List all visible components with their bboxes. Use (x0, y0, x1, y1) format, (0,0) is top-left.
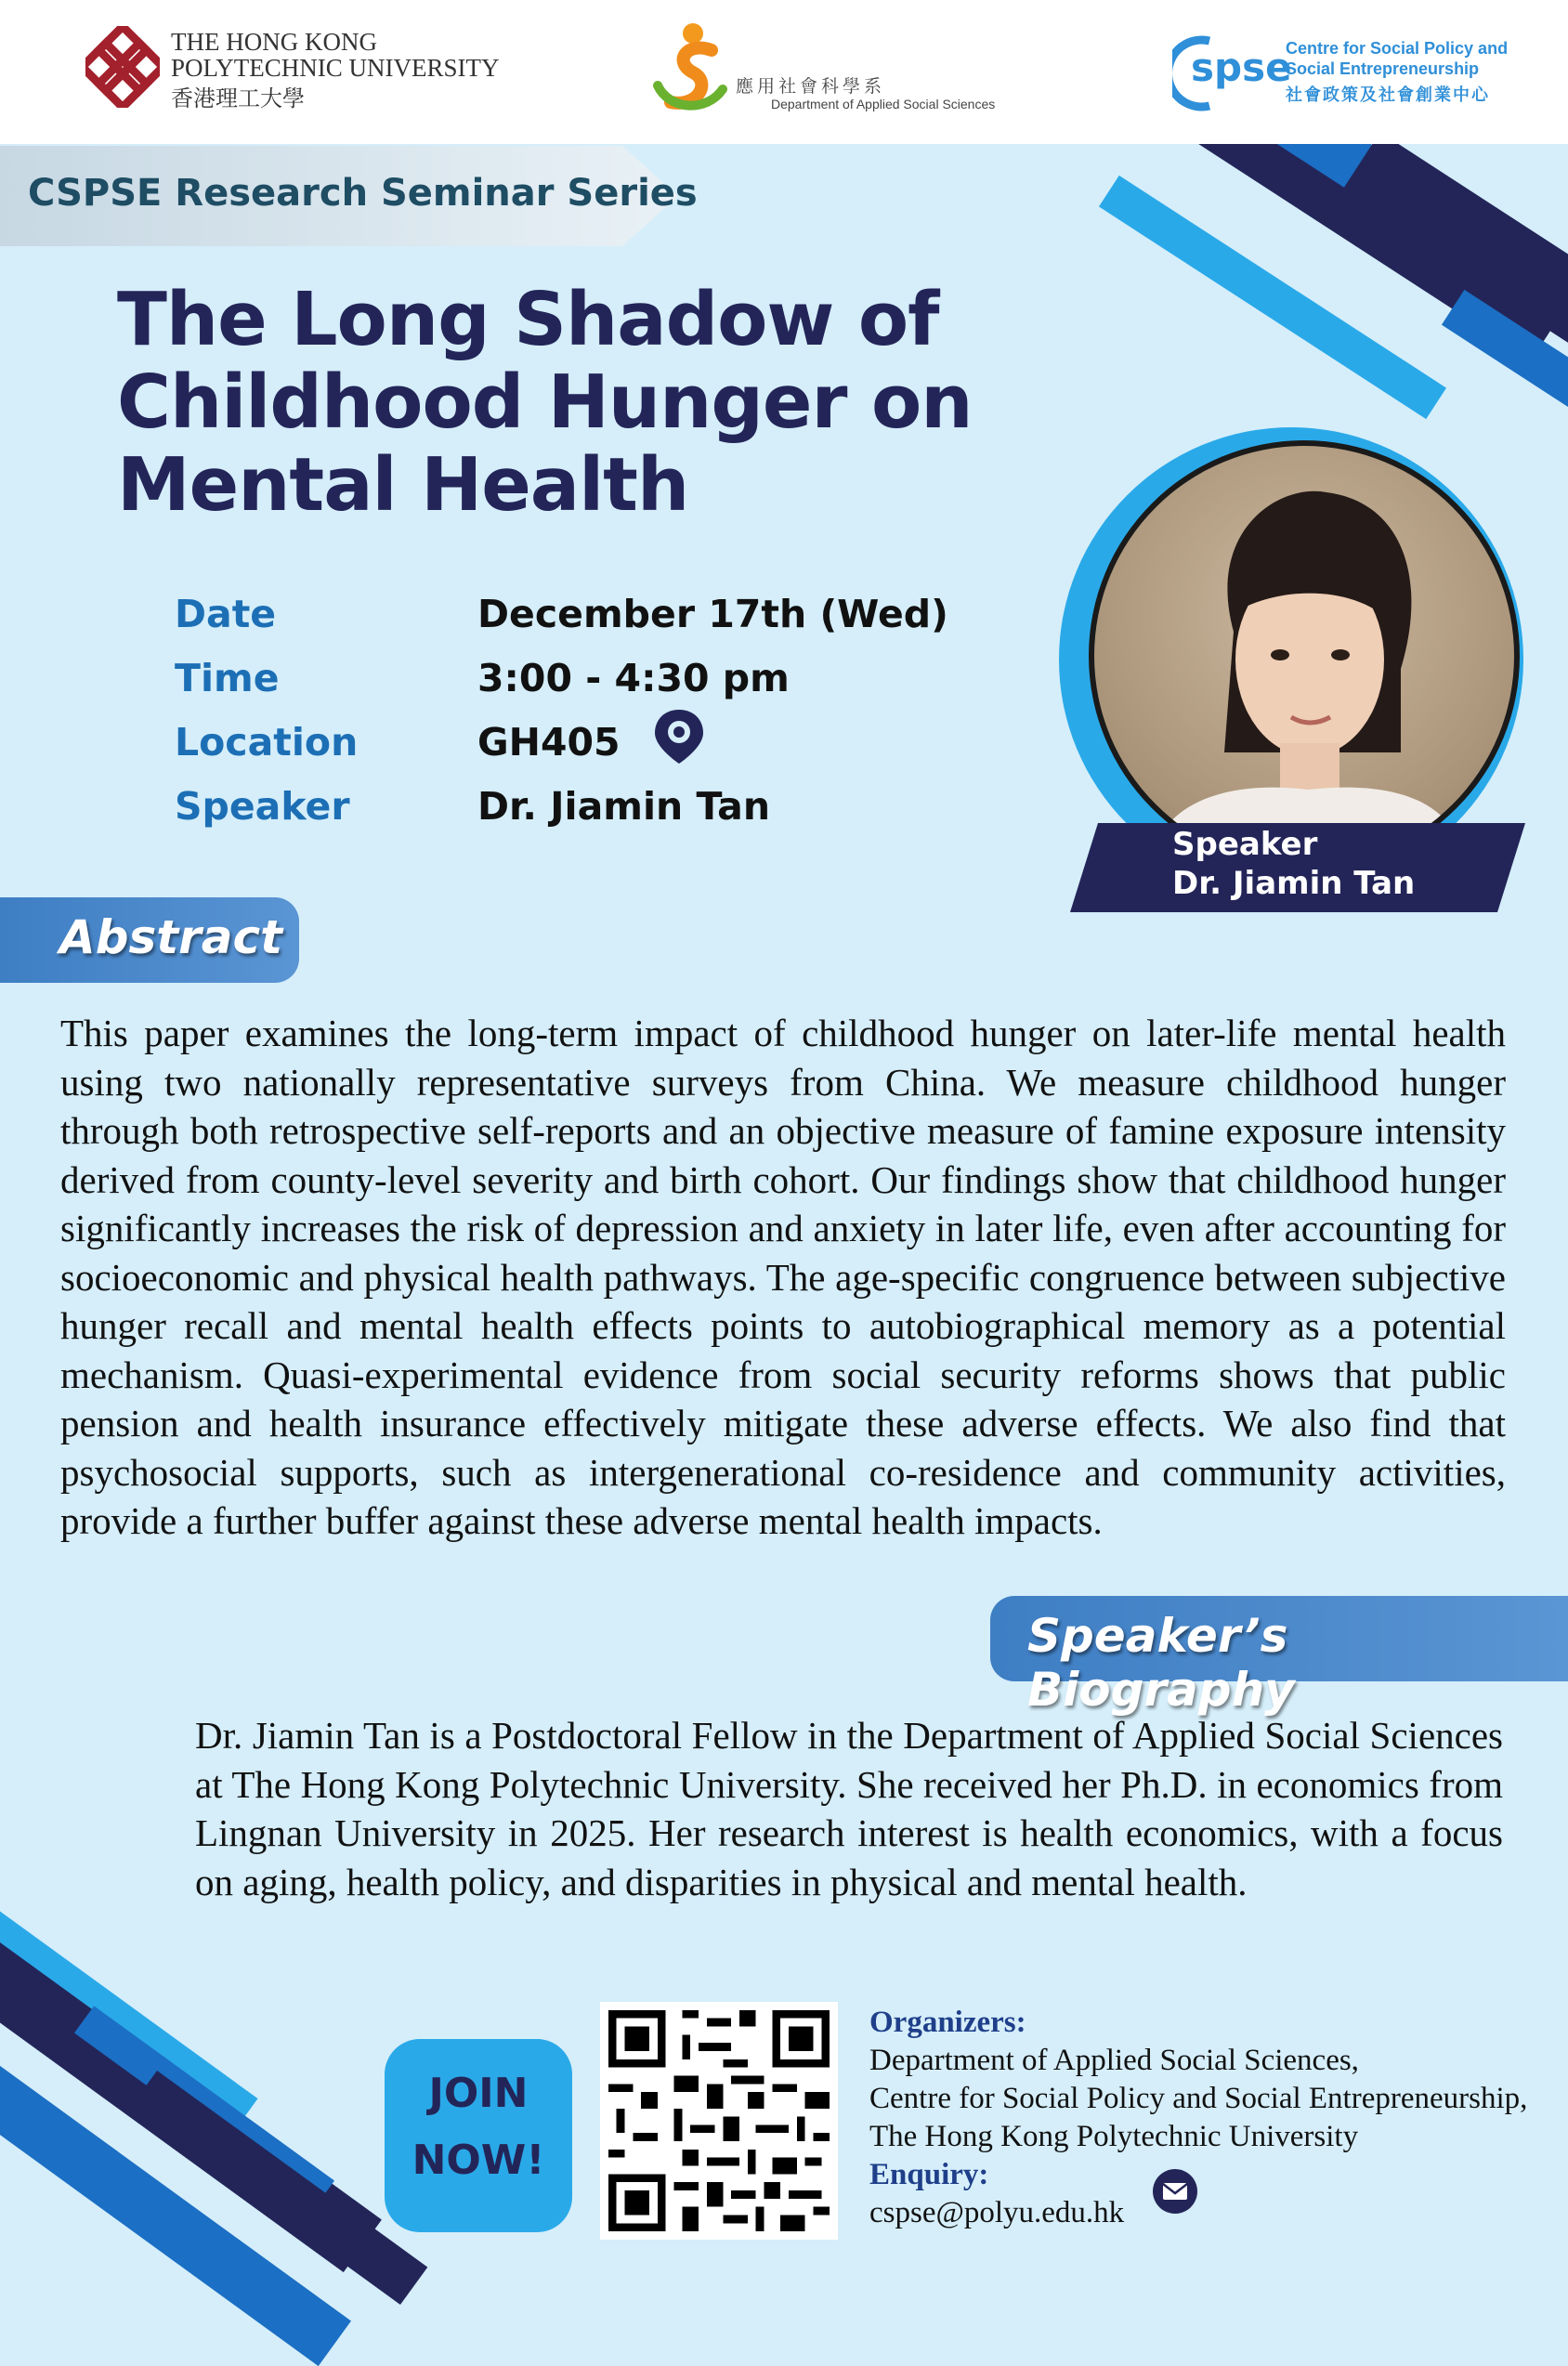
speaker-tag-line1: Speaker (1172, 826, 1318, 863)
join-line2: NOW! (412, 2137, 545, 2184)
join-now-label (385, 2060, 572, 2194)
organizer-line: Department of Applied Social Sciences, (869, 2044, 1359, 2077)
organizers-block (869, 2004, 1527, 2232)
time-label: Time (175, 656, 280, 700)
date-value: December 17th (Wed) (477, 592, 948, 636)
enquiry-email[interactable]: cspse@polyu.edu.hk (869, 2196, 1125, 2229)
apss-logo (650, 20, 734, 123)
location-pin-icon[interactable] (652, 708, 706, 765)
cspse-name-line1: Centre for Social Policy and (1286, 39, 1509, 58)
speaker-photo (1089, 440, 1520, 871)
speaker-value: Dr. Jiamin Tan (477, 784, 771, 829)
polyu-name-line1: THE HONG KONG (171, 28, 377, 56)
location-value: GH405 (477, 720, 621, 765)
apss-name-chinese: 應用社會科學系 (736, 76, 886, 97)
polyu-name-line2: POLYTECHNIC UNIVERSITY (171, 54, 500, 82)
location-label: Location (175, 720, 359, 765)
biography-heading: Speaker’s Biography (1027, 1609, 1295, 1717)
speaker-tag-line2: Dr. Jiamin Tan (1172, 865, 1416, 902)
title-line: Mental Health (117, 442, 689, 528)
event-title (117, 279, 1046, 527)
title-line: The Long Shadow of (117, 277, 939, 362)
mail-icon[interactable] (1152, 2168, 1198, 2215)
series-label: CSPSE Research Seminar Series (28, 172, 698, 215)
cspse-name-line2: Social Entrepreneurship (1286, 59, 1480, 78)
organizers-heading: Organizers: (869, 2006, 1026, 2039)
join-line1: JOIN (428, 2070, 529, 2117)
polyu-name-chinese: 香港理工大學 (171, 85, 305, 111)
abstract-text: This paper examines the long-term impact of childhood hunger on later-life mental health using two nationally representative surveys from China. We measure childhood hunger through both retrospective self-reports and an objective measure of famine exposure intensity derived from county-level severity and birth cohort. Our findings show that childhood hunger significantly increases the risk of depression and anxiety in later life, even after accounting for socioeconomic and physical health pathways. The age-specific congruence between subjective hunger recall and mental health effects points to autobiographical memory as a potential mechanism. Quasi-experimental evidence from social security reforms shows that public pension and health insurance effectively mitigate these adverse effects. We also find that psychosocial supports, such as intergenerational co-residence and community activities, provide a further buffer against these adverse mental health impacts. (60, 1012, 1506, 1542)
polyu-logo (85, 26, 160, 108)
date-label: Date (175, 592, 277, 636)
qr-code[interactable] (600, 2002, 838, 2240)
enquiry-heading: Enquiry: (869, 2158, 989, 2191)
abstract-heading: Abstract (59, 910, 283, 964)
cspse-abbrev: spse (1191, 45, 1292, 90)
speaker-label: Speaker (175, 784, 350, 829)
apss-name-english: Department of Applied Social Sciences (771, 97, 996, 111)
time-value: 3:00 - 4:30 pm (477, 656, 790, 700)
cspse-name-chinese: 社會政策及社會創業中心 (1286, 85, 1490, 105)
biography-text: Dr. Jiamin Tan is a Postdoctoral Fellow in the Department of Applied Social Sciences at The Hong Kong Polytechnic University. She received her Ph.D. in economics from Lingnan University in 2025. Her research interest is health economics, with a focus on aging, health policy, and disparities in physical and mental health. (195, 1714, 1503, 1903)
title-line: Childhood Hunger on (117, 359, 973, 445)
organizer-line: The Hong Kong Polytechnic University (869, 2120, 1359, 2153)
speaker-tag-text (1172, 825, 1415, 903)
organizer-line: Centre for Social Policy and Social Entrepreneurship, (869, 2082, 1528, 2115)
